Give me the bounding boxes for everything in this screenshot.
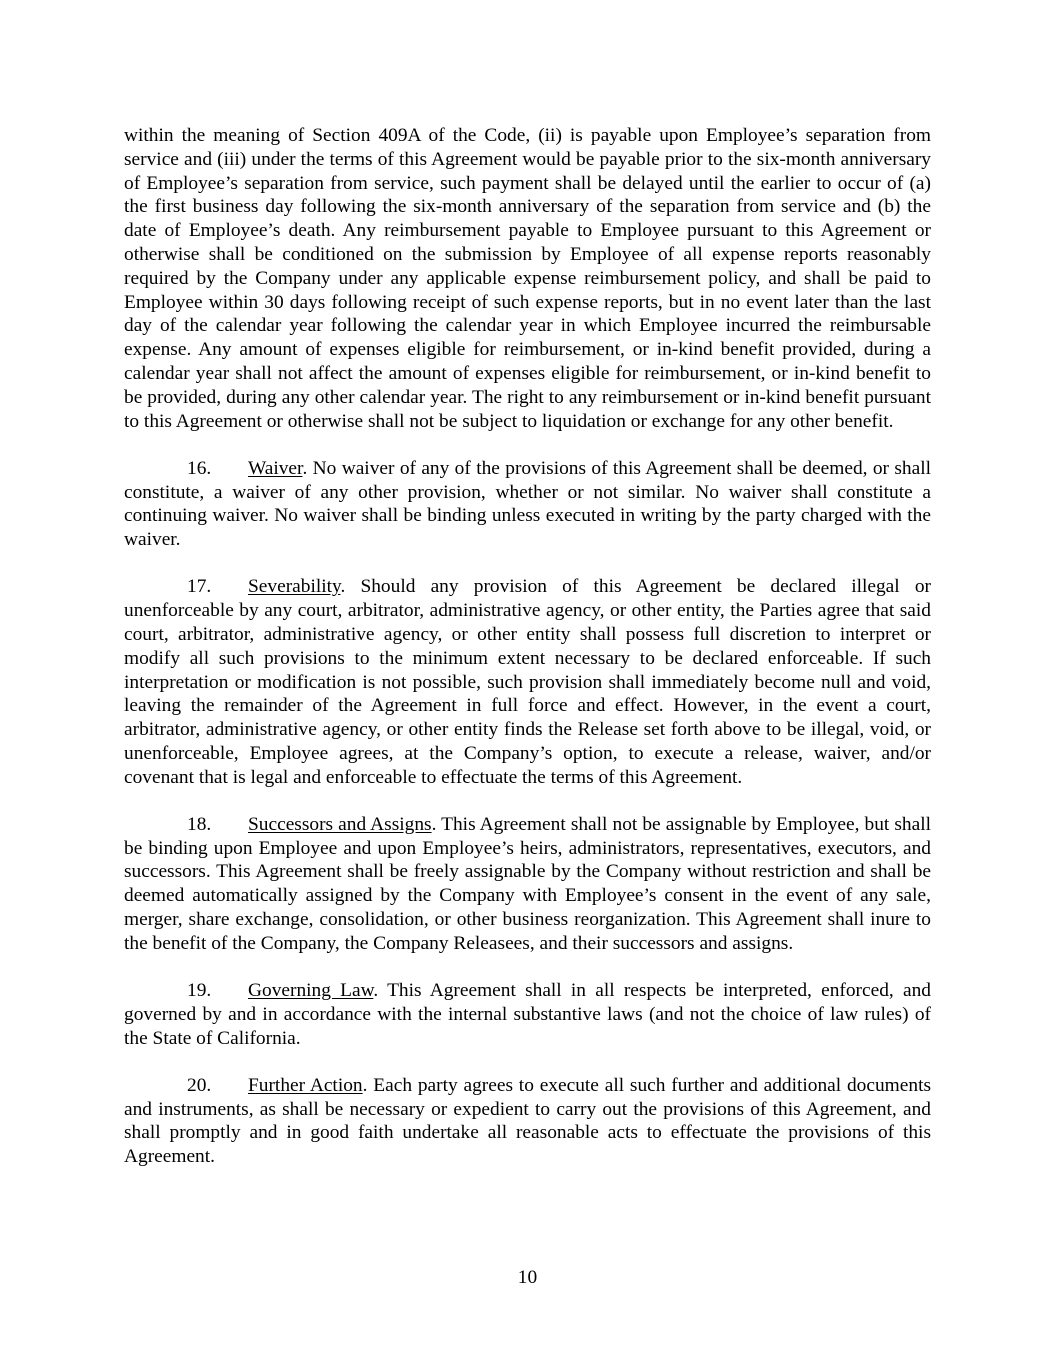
page-number: 10 <box>517 1267 538 1288</box>
section-heading-successors-and-assigns: Successors and Assigns <box>248 813 432 835</box>
section-heading-further-action: Further Action <box>248 1074 363 1096</box>
section-19-paragraph <box>124 979 931 1050</box>
section-heading-waiver: Waiver <box>248 457 303 479</box>
section-17-paragraph <box>124 575 931 789</box>
section-text: . This Agreement shall not be assignable by Employee, but shall be binding upon Employee and upon Employee’s heirs, administrators, representatives, executors, and successors. This Agreement shall be freely assignable by the Company without restriction and shall be deemed automatically assigned by the Company with Employee’s consent in the event of any sale, merger, share exchange, consolidation, or other business reorganization. This Agreement shall inure to the benefit of the Company, the Company Releasees, and their successors and assigns. <box>124 813 931 954</box>
section-heading-severability: Severability <box>248 576 341 598</box>
section-text: . This Agreement shall in all respects be interpreted, enforced, and governed by and in accordance with the internal substantive laws (and not the choice of law rules) of the State of California. <box>124 980 931 1049</box>
section-number: 17. <box>187 576 212 598</box>
section-number: 18. <box>187 813 212 835</box>
section-number: 20. <box>187 1074 212 1096</box>
section-text: . Should any provision of this Agreement be declared illegal or unenforceable by any court, arbitrator, administrative agency, or other entity, the Parties agree that said court, arbitrator, administrative agency, or other entity shall possess full discretion to interpret or modify all such provisions to the minimum extent necessary to be declared enforceable. If such interpretation or modification is not possible, such provision shall immediately become null and void, leaving the remainder of the Agreement in full force and effect. However, in the event a court, arbitrator, administrative agency, or other entity finds the Release set forth above to be illegal, void, or unenforceable, Employee agrees, at the Company’s option, to execute a release, waiver, and/or covenant that is legal and enforceable to effectuate the terms of this Agreement. <box>124 576 931 788</box>
document-page <box>124 124 931 1192</box>
section-16-paragraph <box>124 457 931 552</box>
section-18-paragraph <box>124 813 931 956</box>
section-text: . No waiver of any of the provisions of this Agreement shall be deemed, or shall constitute, a waiver of any other provision, whether or not similar. No waiver shall constitute a continuing waiver. No waiver shall be binding unless executed in writing by the party charged with the waiver. <box>124 457 931 551</box>
section-heading-governing-law: Governing Law <box>248 980 374 1002</box>
section-number: 19. <box>187 980 212 1002</box>
section-text: . Each party agrees to execute all such further and additional documents and instruments, as shall be necessary or expedient to carry out the provisions of this Agreement, and shall promptly and in good faith undertake all reasonable acts to effectuate the provisions of this Agreement. <box>124 1074 931 1168</box>
continuation-paragraph: within the meaning of Section 409A of the Code, (ii) is payable upon Employee’s separation from service and (iii) under the terms of this Agreement would be payable prior to the six-month anniversary of Employee’s separation from service, such payment shall be delayed until the earlier to occur of (a) the first business day following the six-month anniversary of the separation from service and (b) the date of Employee’s death. Any reimbursement payable to Employee pursuant to this Agreement or otherwise shall be conditioned on the submission by Employee of all expense reports reasonably required by the Company under any applicable expense reimbursement policy, and shall be paid to Employee within 30 days following receipt of such expense reports, but in no event later than the last day of the calendar year following the calendar year in which Employee incurred the reimbursable expense. Any amount of expenses eligible for reimbursement, or in-kind benefit provided, during a calendar year shall not affect the amount of expenses eligible for reimbursement, or in-kind benefit to be provided, during any other calendar year. The right to any reimbursement or in-kind benefit pursuant to this Agreement or otherwise shall not be subject to liquidation or exchange for any other benefit. <box>124 125 931 432</box>
section-number: 16. <box>187 457 212 479</box>
section-20-paragraph <box>124 1074 931 1169</box>
